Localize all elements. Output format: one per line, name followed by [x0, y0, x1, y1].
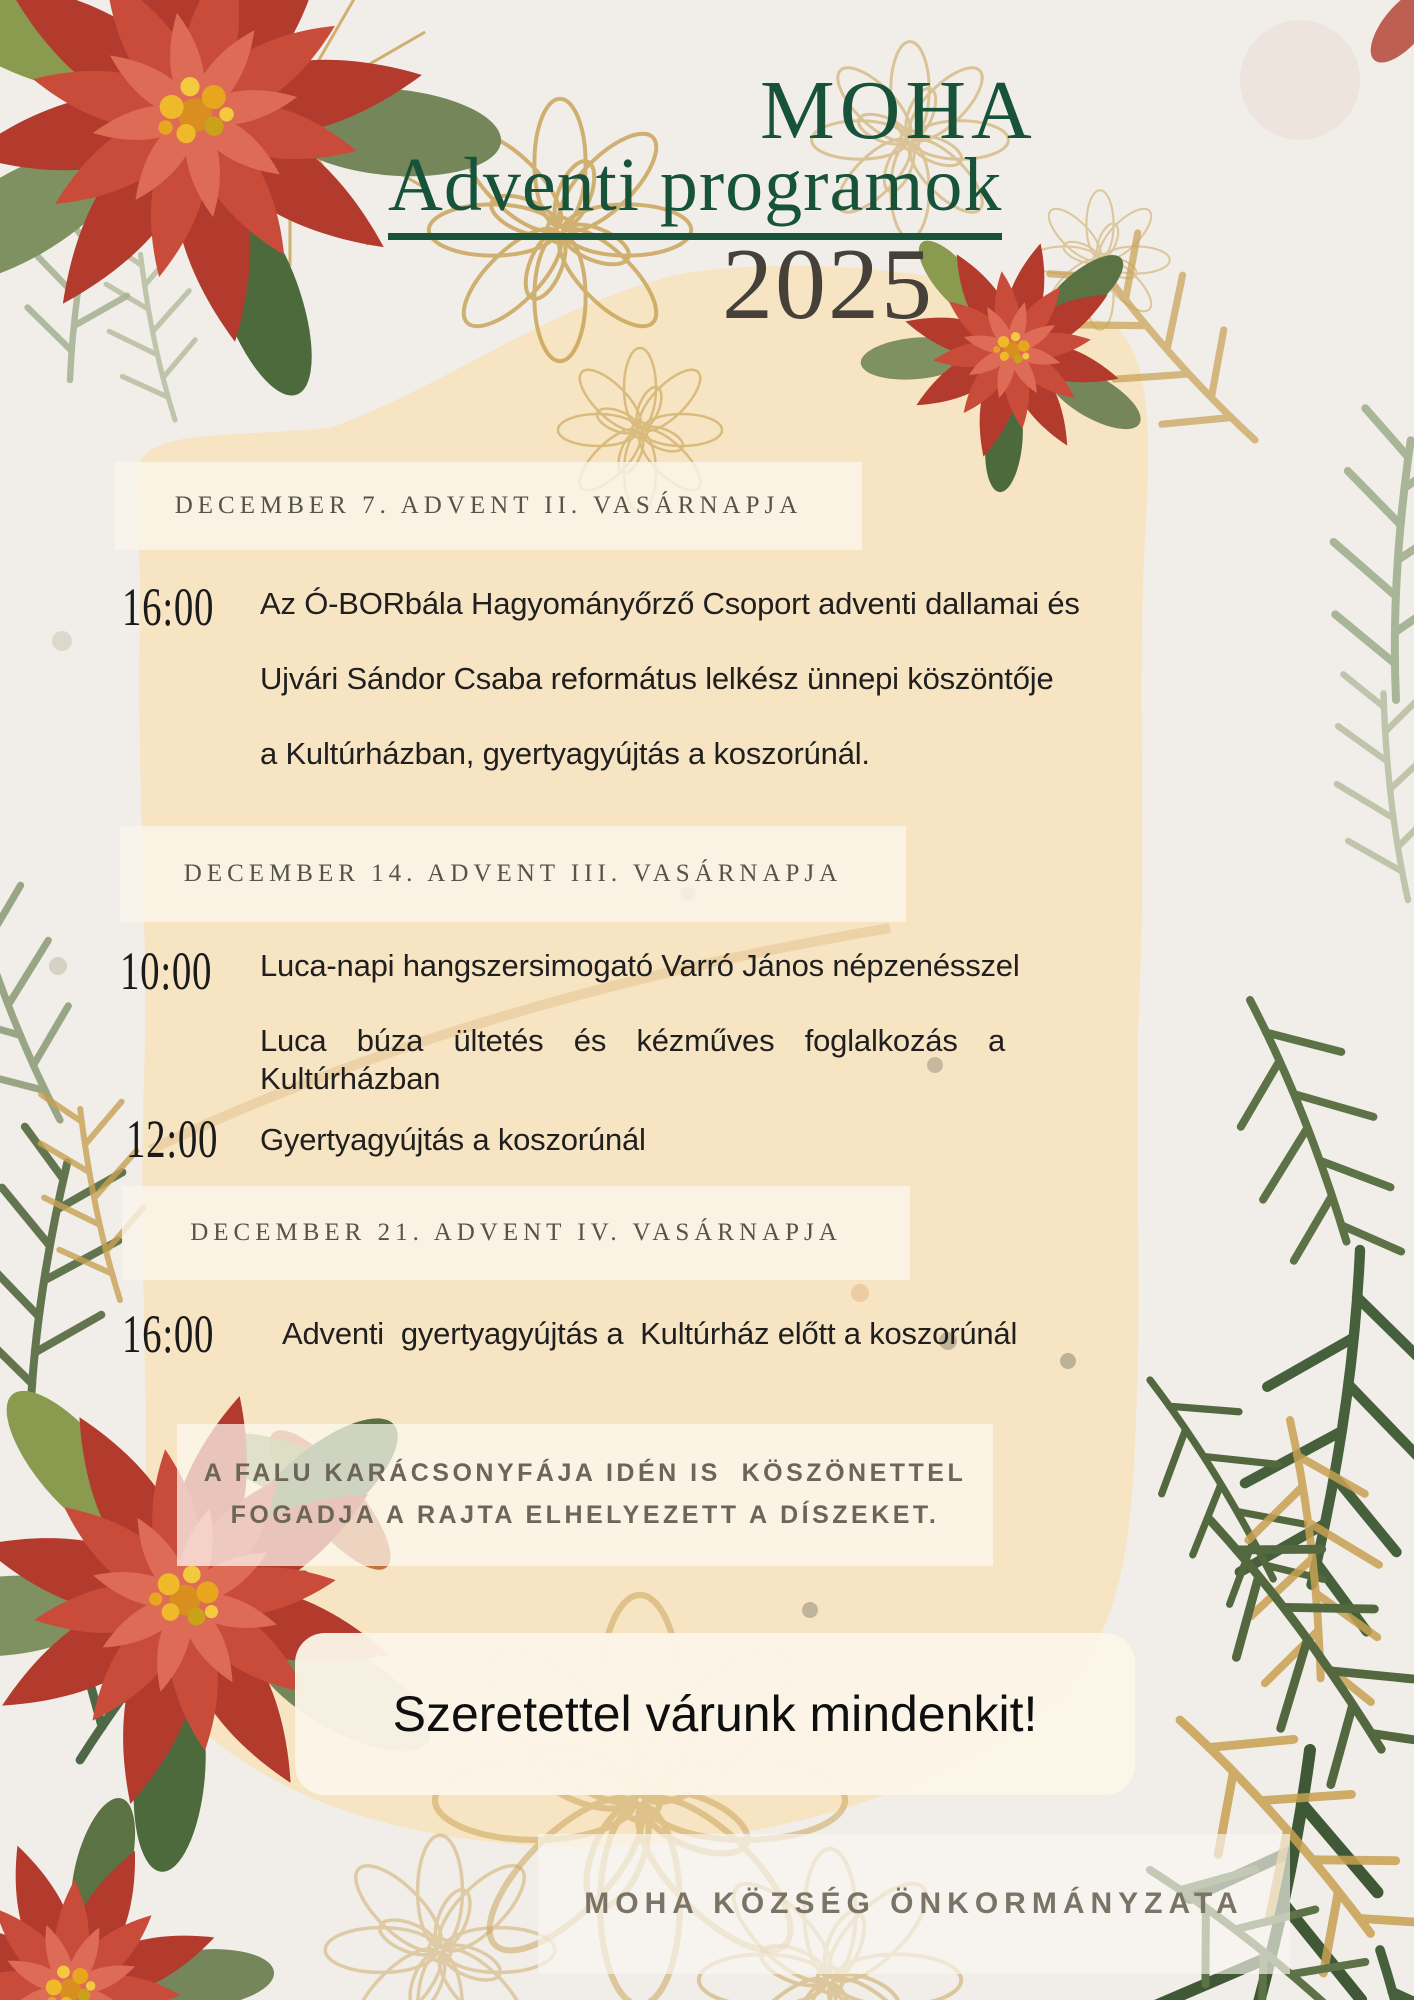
- footer-organization-band: [538, 1834, 1290, 1974]
- closing-message: Szeretettel várunk mindenkit!: [392, 1686, 1038, 1742]
- note-line: FOGADJA A RAJTA ELHELYEZETT A DÍSZEKET.: [230, 1501, 940, 1529]
- note-line: A FALU KARÁCSONYFÁJA IDÉN IS KÖSZÖNETTEL: [203, 1459, 967, 1487]
- section-header-label: DECEMBER 21. ADVENT IV. VASÁRNAPJA: [190, 1219, 842, 1246]
- event-text-line: Az Ó-BORbála Hagyományőrző Csoport adventi dallamai és: [260, 586, 1080, 621]
- section-header-label: DECEMBER 7. ADVENT II. VASÁRNAPJA: [174, 492, 803, 519]
- event-text-line: Adventi gyertyagyújtás a Kultúrház előtt a koszorúnál: [282, 1316, 1018, 1351]
- event-text-paragraph: Luca búza ültetés és kézműves foglalkozás a Kultúrházban: [260, 1023, 1005, 1096]
- poster-year: 2025: [722, 228, 934, 341]
- event-text-line: a Kultúrházban, gyertyagyújtás a koszorúnál.: [260, 736, 870, 771]
- event-time: 12:00: [126, 1109, 219, 1169]
- event-time: 16:00: [122, 1304, 215, 1364]
- event-text-line: Luca-napi hangszersimogató Varró János népzenésszel: [260, 948, 1020, 983]
- section-header-dec14: [120, 826, 906, 922]
- closing-message-box: [295, 1633, 1135, 1795]
- section-header-dec21: [122, 1186, 910, 1280]
- footer-organization: MOHA KÖZSÉG ÖNKORMÁNYZATA: [584, 1887, 1244, 1920]
- section-header-label: DECEMBER 14. ADVENT III. VASÁRNAPJA: [183, 860, 843, 887]
- brand-name: MOHA: [760, 64, 1037, 157]
- event-time: 10:00: [120, 941, 213, 1001]
- event-text-line: Gyertyagyújtás a koszorúnál: [260, 1122, 646, 1157]
- poster-title: Adventi programok: [388, 142, 1002, 240]
- section-header-dec7: [115, 462, 862, 550]
- event-text-line: Ujvári Sándor Csaba református lelkész ünnepi köszöntője: [260, 661, 1054, 696]
- christmas-tree-note: [177, 1424, 993, 1566]
- event-time: 16:00: [122, 577, 215, 637]
